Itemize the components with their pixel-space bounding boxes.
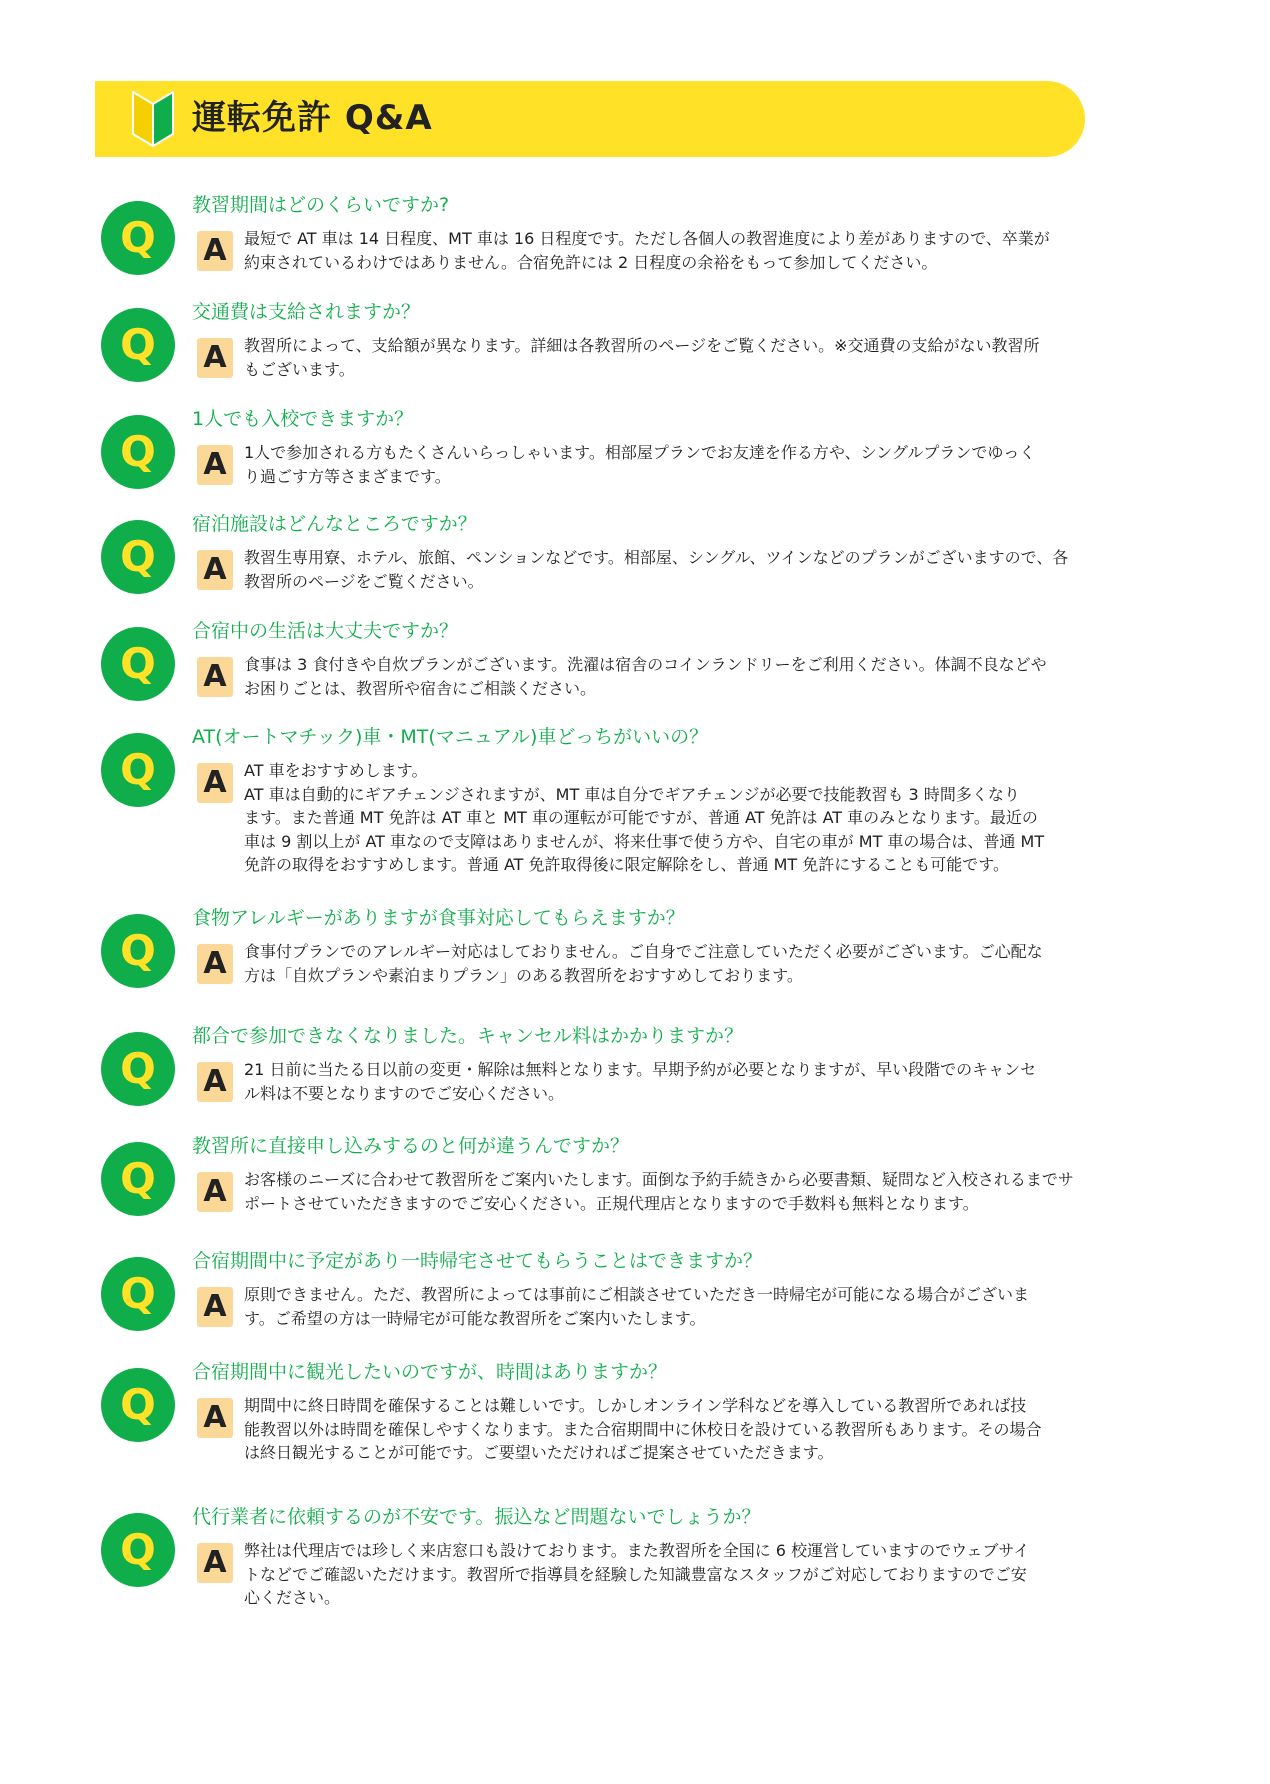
answer-text: 食事付プランでのアレルギー対応はしておりません。ご自身でご注意していただく必要がございます。ご心配な 方は「自炊プランや素泊まりプラン」のある教習所をおすすめしております。 (244, 942, 1043, 985)
page-header (95, 81, 1085, 157)
question-text: 都合で参加できなくなりました。キャンセル料はかかりますか？ (192, 1025, 744, 1047)
q-badge: Q (101, 1142, 175, 1216)
answer-text: お客様のニーズに合わせて教習所をご案内いたします。面倒な予約手続きから必要書類、疑問など入校されるまでサ ポートさせていただきますのでご安心ください。正規代理店となりますので手数料も無料となります。 (244, 1170, 1074, 1213)
a-badge: A (197, 1062, 233, 1102)
a-badge: A (197, 763, 233, 803)
a-badge: A (197, 1172, 233, 1212)
question-text: 代行業者に依頼するのが不安です。振込など問題ないでしょうか？ (192, 1506, 761, 1528)
question-text: 合宿中の生活は大丈夫ですか？ (192, 620, 459, 642)
q-badge: Q (101, 914, 175, 988)
question-text: 教習期間はどのくらいですか? (192, 194, 450, 216)
answer-text: 21 日前に当たる日以前の変更・解除は無料となります。早期予約が必要となりますが、早い段階でのキャンセ ル料は不要となりますのでご安心ください。 (244, 1060, 1037, 1103)
q-badge: Q (101, 1368, 175, 1442)
a-badge: A (197, 231, 233, 271)
answer-text: 食事は 3 食付きや自炊プランがございます。洗濯は宿舎のコインランドリーをご利用ください。体調不良などや お困りごとは、教習所や宿舎にご相談ください。 (244, 655, 1047, 698)
question-text: 合宿期間中に予定があり一時帰宅させてもらうことはできますか？ (192, 1250, 763, 1272)
answer-text: 原則できません。ただ、教習所によっては事前にご相談させていただき一時帰宅が可能になる場合がございま す。ご希望の方は一時帰宅が可能な教習所をご案内いたします。 (244, 1285, 1029, 1328)
page-title: 運転免許 Q&A (192, 98, 433, 138)
question-text: 1人でも入校できますか？ (192, 408, 414, 430)
answer-text: 期間中に終日時間を確保することは難しいです。しかしオンライン学科などを導入している教習所であれば技 能教習以外は時間を確保しやすくなります。また合宿期間中に休校日を設けている教習所もあります。その場合 は終日観光することが可能です。ご要望いただければご提案させていただきます。 (244, 1396, 1042, 1462)
answer-text: 教習生専用寮、ホテル、旅館、ペンションなどです。相部屋、シングル、ツインなどのプランがございますので、各 教習所のページをご覧ください。 (244, 548, 1069, 591)
answer-text: 教習所によって、支給額が異なります。詳細は各教習所のページをご覧ください。※交通費の支給がない教習所 もございます。 (244, 336, 1040, 379)
answer-text: 弊社は代理店では珍しく来店窓口も設けております。また教習所を全国に 6 校運営していますのでウェブサイ トなどでご確認いただけます。教習所で指導員を経験した知識豊富なスタッフがご対応しておりますのでご安 心ください。 (244, 1541, 1030, 1607)
answer-text: 1人で参加される方もたくさんいらっしゃいます。相部屋プランでお友達を作る方や、シングルプランでゆっく り過ごす方等さまざまです。 (244, 443, 1036, 486)
q-badge: Q (101, 415, 175, 489)
q-badge: Q (101, 627, 175, 701)
q-badge: Q (101, 1257, 175, 1331)
question-text: 食物アレルギーがありますが食事対応してもらえますか？ (192, 907, 685, 929)
q-badge: Q (101, 201, 175, 275)
q-badge: Q (101, 308, 175, 382)
answer-text: AT 車をおすすめします。 AT 車は自動的にギアチェンジされますが、MT 車は自分でギアチェンジが必要で技能教習も 3 時間多くなり ます。また普通 MT 免許は AT 車と MT 車の運転が可能ですが、普通 AT 免許は AT 車のみとなります。最近の 車は 9 割以上が AT 車なので支障はありませんが、将来仕事で使う方や、自宅の車が MT 車の場合は、普通 MT 免許の取得をおすすめします。普通 AT 免許取得後に限定解除をし、普通 MT 免許にすることも可能です。 (244, 761, 1045, 874)
question-text: 宿泊施設はどんなところですか？ (192, 513, 477, 535)
q-badge: Q (101, 520, 175, 594)
a-badge: A (197, 1287, 233, 1327)
a-badge: A (197, 657, 233, 697)
question-text: AT(オートマチック)車・MT(マニュアル)車どっちがいいの？ (192, 726, 709, 748)
a-badge: A (197, 550, 233, 590)
question-text: 交通費は支給されますか？ (192, 301, 421, 323)
question-text: 教習所に直接申し込みするのと何が違うんですか？ (192, 1135, 630, 1157)
q-badge: Q (101, 1513, 175, 1587)
a-badge: A (197, 338, 233, 378)
a-badge: A (197, 944, 233, 984)
q-badge: Q (101, 1032, 175, 1106)
a-badge: A (197, 1543, 233, 1583)
answer-text: 最短で AT 車は 14 日程度、MT 車は 16 日程度です。ただし各個人の教習進度により差がありますので、卒業が 約束されているわけではありません。合宿免許には 2 日程度の余裕をもって参加してください。 (244, 229, 1050, 272)
beginner-driver-mark-icon (131, 90, 175, 148)
a-badge: A (197, 1398, 233, 1438)
question-text: 合宿期間中に観光したいのですが、時間はありますか？ (192, 1361, 668, 1383)
q-badge: Q (101, 733, 175, 807)
a-badge: A (197, 445, 233, 485)
